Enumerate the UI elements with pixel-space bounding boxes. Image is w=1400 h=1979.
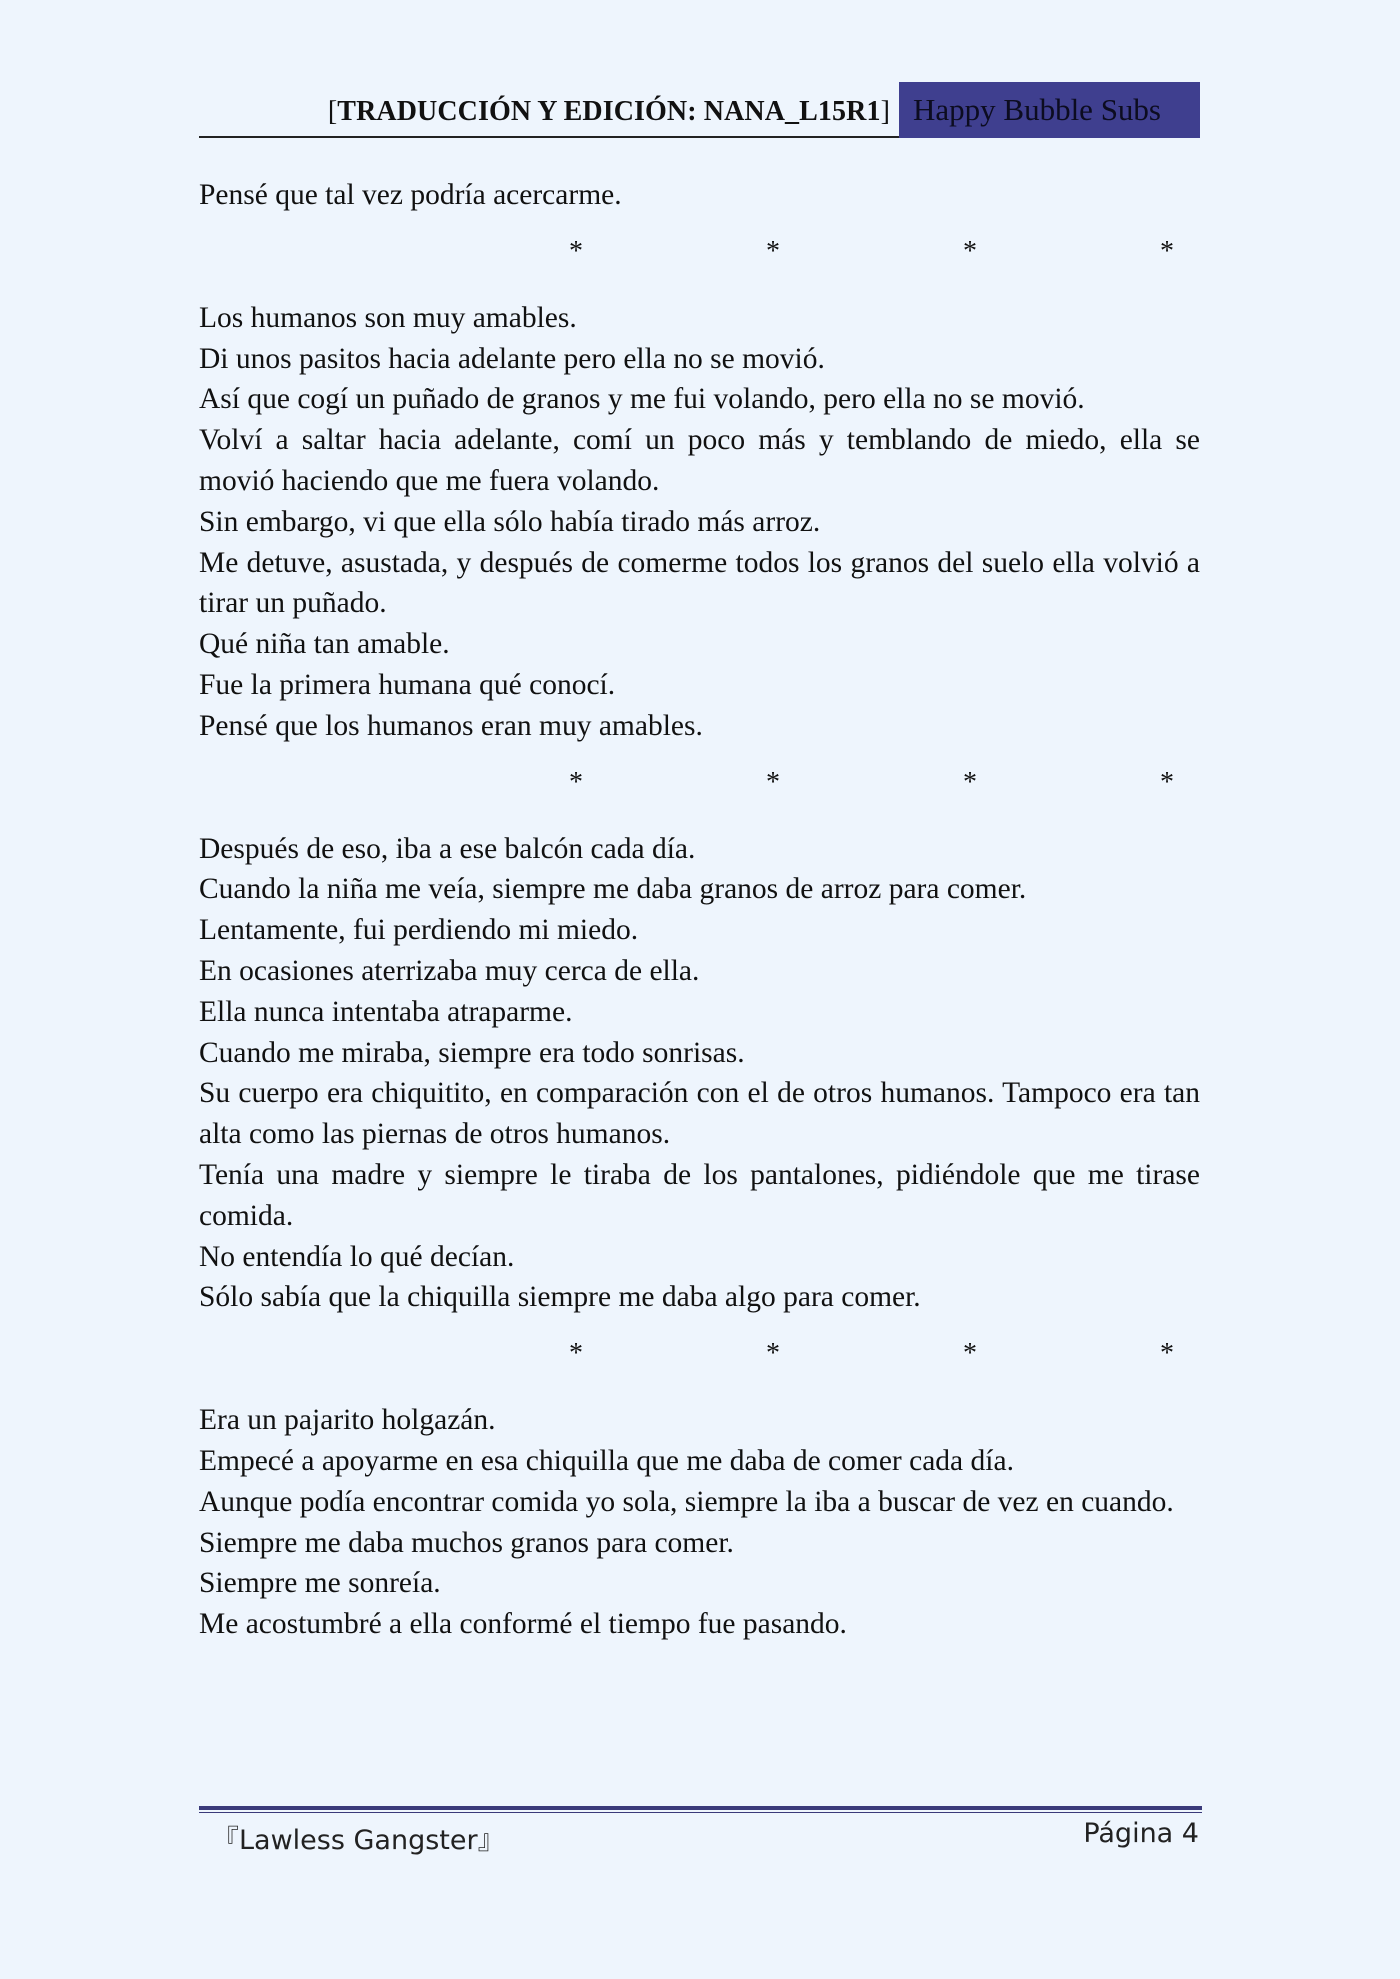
body-paragraph: Ella nunca intentaba atraparme. xyxy=(199,995,573,1028)
body-paragraph: Volví a saltar hacia adelante, comí un poco más y temblando de miedo, ella se movió haciendo que me fuera volando. xyxy=(199,424,1200,497)
credit-close-bracket: ] xyxy=(880,96,890,127)
body-paragraph: Sin embargo, vi que ella sólo había tirado más arroz. xyxy=(199,505,821,538)
body-paragraph: Me detuve, asustada, y después de comerme todos los granos del suelo ella volvió a tirar un puñado. xyxy=(199,546,1200,620)
body-paragraph: Cuando la niña me veía, siempre me daba granos de arroz para comer. xyxy=(199,873,1027,906)
footer-title: 『Lawless Gangster』 xyxy=(212,1825,505,1856)
body-paragraph: Pensé que los humanos eran muy amables. xyxy=(199,709,703,742)
separator-stars: * * * * xyxy=(569,1338,1174,1370)
body-paragraph: Aunque podía encontrar comida yo sola, siempre la iba a buscar de vez en cuando. xyxy=(199,1485,1174,1518)
translation-credit xyxy=(328,96,890,128)
body-paragraph: Lentamente, fui perdiendo mi miedo. xyxy=(199,914,639,947)
credit-open-bracket: [ xyxy=(327,96,338,127)
section-separator xyxy=(199,747,1200,829)
body-paragraph: Me acostumbré a ella conformé el tiempo fue pasando. xyxy=(199,1608,847,1641)
body-paragraph: Pensé que tal vez podría acercarme. xyxy=(199,179,622,211)
separator-stars: * * * * xyxy=(569,766,1174,798)
body-paragraph: Así que cogí un puñado de granos y me fui volando, pero ella no se movió. xyxy=(199,383,1085,416)
body-paragraph: Después de eso, iba a ese balcón cada día. xyxy=(199,832,696,865)
body-paragraph: Sólo sabía que la chiquilla siempre me daba algo para comer. xyxy=(199,1281,921,1314)
body-paragraph: Era un pajarito holgazán. xyxy=(199,1404,496,1437)
section-separator xyxy=(199,1318,1200,1400)
body-paragraph: En ocasiones aterrizaba muy cerca de ella. xyxy=(199,954,700,987)
body-paragraph: Tenía una madre y siempre le tiraba de los pantalones, pidiéndole que me tirase comida. xyxy=(199,1158,1200,1232)
body-paragraph: Siempre me daba muchos granos para comer. xyxy=(199,1526,734,1559)
body-paragraph: Cuando me miraba, siempre era todo sonrisas. xyxy=(199,1036,745,1069)
page-number: Página 4 xyxy=(1083,1818,1199,1849)
header-divider xyxy=(199,136,899,138)
body-paragraph: No entendía lo qué decían. xyxy=(199,1240,515,1273)
page-header xyxy=(199,82,1200,138)
body-paragraph: Qué niña tan amable. xyxy=(199,628,450,661)
page-body xyxy=(199,175,1200,1645)
credit-text: TRADUCCIÓN Y EDICIÓN: NANA_L15R1 xyxy=(337,96,881,127)
brand-label: Happy Bubble Subs xyxy=(899,82,1200,138)
body-paragraph: Empecé a apoyarme en esa chiquilla que me daba de comer cada día. xyxy=(199,1444,1014,1477)
separator-stars: * * * * xyxy=(569,235,1174,267)
body-paragraph: Fue la primera humana qué conocí. xyxy=(199,668,616,701)
section-separator xyxy=(199,216,1200,298)
footer-divider-thin xyxy=(199,1812,1202,1813)
footer-divider-thick xyxy=(199,1806,1202,1810)
body-paragraph: Su cuerpo era chiquitito, en comparación con el de otros humanos. Tampoco era tan alta como las piernas de otros humanos. xyxy=(199,1077,1200,1151)
body-paragraph: Los humanos son muy amables. xyxy=(199,301,577,334)
body-paragraph: Siempre me sonreía. xyxy=(199,1567,441,1600)
body-paragraph: Di unos pasitos hacia adelante pero ella no se movió. xyxy=(199,342,825,375)
